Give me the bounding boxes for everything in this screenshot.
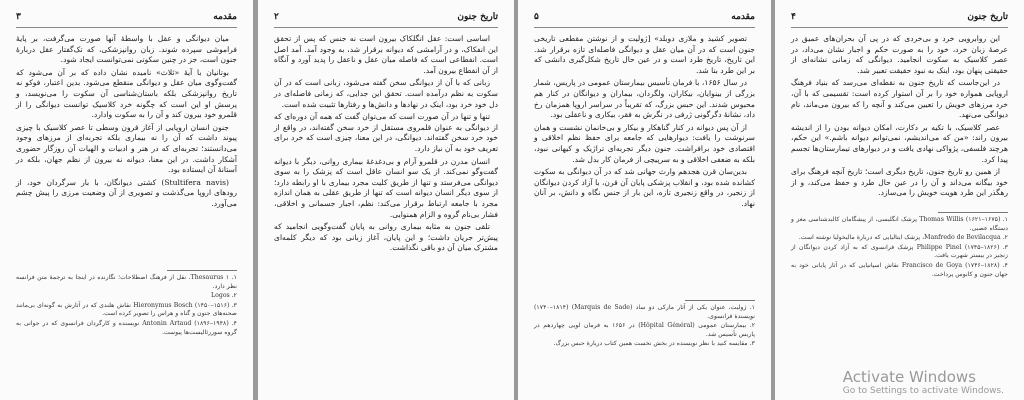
paragraph: این روابرویی خرد و بی‌خردی که در پی آن بحران‌های عمیق در عرصهٔ زبان خرد، خود را به صورت حکم و اجبار نشان می‌داد، در عصر کلاسیک به سکوت انجامید. دیوانگی که زمانی نشانه‌ای از حقیقتی پنهان بود، اینک به نبود حقیقت تعبیر شد.: [791, 34, 1008, 75]
running-header: [534, 12, 755, 26]
footnote: ۲. Manfredo de Bevilacqua، پزشک ایتالیایی که دربارهٔ مالیخولیا نوشته است.: [798, 234, 1008, 242]
page-body: [16, 34, 237, 212]
page-body: [274, 34, 498, 256]
activation-watermark: [843, 368, 1004, 396]
running-title: تاریخ جنون: [457, 12, 498, 22]
document-page-3: [518, 0, 771, 400]
page-number: ۴: [791, 12, 796, 22]
footnote: ۱. Thesaurus ۱. نقل از فرهنگ اصطلاحات؛ نگارنده در اینجا به ترجمهٔ متن فرانسه نظر دارد.: [16, 274, 237, 290]
footnotes: [534, 304, 755, 350]
paragraph: زبانی که با آن از دیوانگی سخن گفته می‌شود، زبانی است که در آن سکوت به نظم درآمده است. تحقق این جدایی، که زمانی فاصله‌ای در دل خود خرد بود، اینک در نهادها و دانش‌ها و رفتارها تثبیت شده است.: [274, 78, 498, 109]
running-title: تاریخ جنون: [967, 12, 1008, 22]
footnote: ۱. ژولیت، عنوان یکی از آثار مارکی دو ساد (Marquis de Sade) (۱۷۴۰–۱۸۱۴) نویسندهٔ فرانسوی.: [534, 304, 755, 320]
footnotes: [16, 274, 237, 338]
paragraph: اساسی است: عقل انگلکاک بیرون است نه جنس که پس از تحقق این انفکاک، و در آرامشی که دیوانه برقرار شد، به وجود آمد. آمد اصل است. انفطاعی است که فاصله میان عقل و نا‌عقل را پدید آورد و آنگاه از آن انفطاع بیرون آمد.: [274, 34, 498, 75]
paragraph: تلقی جنون به مثابه بیماری روانی به پایان گفت‌وگویی انجامید که پیش‌تر جریان داشت؛ و این پایان، آغاز زبانی بود که دیگر کلمه‌ای مشترک میان آن دو باقی نگذاشت.: [274, 222, 498, 253]
footnote-rule: [167, 270, 237, 271]
paragraph: از همین رو تاریخ جنون، تاریخ دیگری است؛ تاریخ آنچه فرهنگ برای خود بیگانه می‌داند و آن را در عین حال طرد و حفظ می‌کند، و از رهگذر این طرد هویت خویش را می‌سازد.: [791, 167, 1008, 198]
page-body: [791, 34, 1008, 201]
paragraph: در این‌جاست که تاریخ جنون به نقطه‌ای می‌رسد که بنیاد فرهنگ اروپایی همواره خود را بر آن استوار کرده است: تقسیمی که با آن، خرد مرزهای خویش را تعیین می‌کند و آنچه را که بیرون می‌ماند، نام دیوانگی می‌نهد.: [791, 78, 1008, 120]
page-number: ۳: [16, 12, 21, 22]
footnotes: [791, 216, 1008, 280]
running-header: [16, 12, 237, 26]
page-number: ۵: [534, 12, 539, 22]
footnote-rule: [685, 300, 755, 301]
footnote: ۳. Philippe Pinel (۱۷۴۵–۱۸۲۶) پزشک فرانسوی که به آزاد کردن دیوانگان از زنجیر در بیستر شهرت یافت.: [791, 243, 1008, 260]
footnote: ۴. Antonin Artaud (۱۸۹۶–۱۹۴۸) نویسنده و کارگردان فرانسوی که در جوانی به گروه سوررئالیست‌ها پیوست.: [16, 319, 237, 336]
footnote: ۱. Thomas Willis (۱۶۲۱–۱۶۷۵) پزشک انگلیسی، از پیشگامان کالبدشناسی مغز و دستگاه عصبی.: [791, 216, 1008, 232]
footnote: ۳. Hieronymus Bosch (۱۴۵۰–۱۵۱۶) نقاش هلندی که در آثارش به گونه‌ای بی‌مانند صحنه‌های جنون و گناه و هراس را تصویر کرده است.: [16, 301, 237, 318]
running-title: مقدمه: [731, 12, 755, 22]
paragraph: عصر کلاسیک، با تکیه بر دکارت، امکان دیوانه بودن را از اندیشه بیرون راند: «من که می‌اندیشم، نمی‌توانم دیوانه باشم.» این حکم، هرچند فلسفی، پژواکی نهادی یافت و در دیوارهای تیمارستان‌ها تجسم پیدا کرد.: [791, 122, 1008, 164]
header-rule: [534, 27, 755, 28]
footnote: ۴. Francisco de Goya (۱۷۴۶–۱۸۲۸) نقاش اسپانیایی که در آثار پایانی خود به جهان جنون و کابوس پرداخت.: [791, 261, 1008, 278]
paragraph: در سال ۱۶۵۶، با فرمان تأسیس بیمارستان عمومی در پاریس، شمار بزرگی از بینوایان، بیکاران، ولگردان، بیماران و دیوانگان در کنار هم محبوس شدند. این حبس بزرگ، که تقریباً در سراسر اروپا همزمان رخ داد، نشانهٔ دگرگونی ژرفی در نگرش به فقر، بیکاری و نا‌عقلی بود.: [534, 78, 755, 120]
watermark-title: Activate Windows: [842, 368, 976, 386]
paragraph: تصویر کشید و ملازی دوبلد» [ژولیت و از نوشتن مقطعی تاریخی جنون است که در آن میان عقل و دیوانگی فاصله‌ای تازه برقرار شد. این تاریخ، تاریخ طرد است و در عین حال تاریخ شکل‌گیری دانشی که بر این طرد بنا شد.: [534, 34, 755, 75]
footnote: ۲. Logos: [211, 292, 237, 300]
document-page-1: [0, 0, 253, 400]
footnote-rule: [938, 212, 1008, 213]
paragraph: میان دیوانگی و عقل با واسطهٔ آنها صورت می‌گرفت، بر پایهٔ فراموشی سپرده شوند. زبان روانپزشکی، که تک‌گفتار عقل دربارهٔ جنون است، جز در چنین سکوتی نمی‌توانست ایجاد شود.: [16, 34, 237, 65]
header-rule: [16, 27, 237, 28]
header-rule: [791, 27, 1008, 28]
header-rule: [274, 27, 498, 28]
document-page-2: [258, 0, 514, 400]
paragraph: (Stultifera navis) کشتی دیوانگان، با بار سرگردان خود، از رودهای اروپا می‌گذشت و تصویری از آن وضعیت مرزی را پیش چشم می‌آورد.: [16, 177, 237, 208]
running-title: مقدمه: [213, 12, 237, 22]
page-number: ۲: [274, 12, 279, 22]
running-header: [791, 12, 1008, 26]
paragraph: تنها و تنها در آن صورت است که می‌توان گفت که همه آن دوره‌ای که از دیوانگی به عنوان قلمروی مستقل از خرد سخن گفته‌اند، در واقع از خود خرد سخن گفته‌اند. دیوانگی، در این معنا، چیزی است که خرد برای تعریف خود به آن نیاز دارد.: [274, 112, 498, 153]
footnote: ۲. بیمارستان عمومی (Hôpital Général) در ۱۶۵۶ به فرمان لویی چهاردهم در پاریس تأسیس شد.: [534, 322, 756, 338]
running-header: [274, 12, 498, 26]
watermark-subtitle: Go to Settings to activate Windows.: [842, 386, 1004, 396]
paragraph: جنون انسان اروپایی از آغاز قرون وسطی تا عصر کلاسیک با چیزی پیوند داشت که آن را نه بیماری بلکه تجربه‌ای از مرزهای وجود می‌دانستند؛ تجربه‌ای که در هنر و ادبیات و الهیات آن روزگار حضوری آشکار داشت. در این معنا، دیوانه نه بیرون از نظم جهان، بلکه در آستانهٔ آن ایستاده بود.: [16, 122, 237, 175]
page-body: [534, 34, 755, 212]
footnote: ۳. مقایسه کنید با نظر نویسنده در بخش نخست همین کتاب دربارهٔ حبس بزرگ.: [553, 340, 755, 348]
paragraph: از آن پس دیوانه در کنار گناهکار و بیکار و بی‌خانمان نشست و همان سرنوشت را یافت: دیوارهایی که جامعه برای حفظ نظم اخلاقی و اقتصادی خود برافراشت. جنون دیگر تجربه‌ای تراژیک و کیهانی نبود، بلکه به ضعفی اخلاقی و به سرپیچی از فرمان کار بدل شد.: [534, 122, 755, 164]
paragraph: بدین‌سان قرن هجدهم وارث جهانی شد که در آن دیوانگی به سکوت کشانده شده بود، و انقلاب پزشکی پایان آن قرن، با آزاد کردن دیوانگان از زنجیر، در واقع زنجیری تازه، این بار از جنس نگاه و دانش، بر آنان نهاد.: [534, 167, 755, 208]
paragraph: انسان مدرن در قلمرو آرام و بی‌دغدغهٔ بیماری روانی، دیگر با دیوانه گفت‌وگو نمی‌کند. از یک سو انسان عاقل است که پزشک را به سوی دیوانگی می‌فرستد و تنها از طریق کلیت مجرد بیماری با او رابطه دارد؛ از سوی دیگر انسان دیوانه است که تنها از طریق عقلی به همان اندازه مجرد با جامعه ارتباط برقرار می‌کند: نظم، اجبار جسمانی و اخلاقی، فشار بی‌نام گروه و الزام همنوایی.: [274, 156, 498, 219]
paragraph: بوتانیان با آیهٔ «ثلاث» نامیده نشان داده که بر آن می‌شود که گفت‌وگوی میان عقل و دیوانگی منقطع می‌شود. بدین اعتبار، فوکو نه تاریخ روانپزشکی بلکه باستان‌شناسی آن سکوت را می‌نویسد، و پرسش او این است که چگونه خرد کلاسیک توانست دیوانگی را از قلمرو خود بیرون کند و آن را به سکوت وادارد.: [16, 67, 237, 120]
document-page-4: [775, 0, 1024, 400]
